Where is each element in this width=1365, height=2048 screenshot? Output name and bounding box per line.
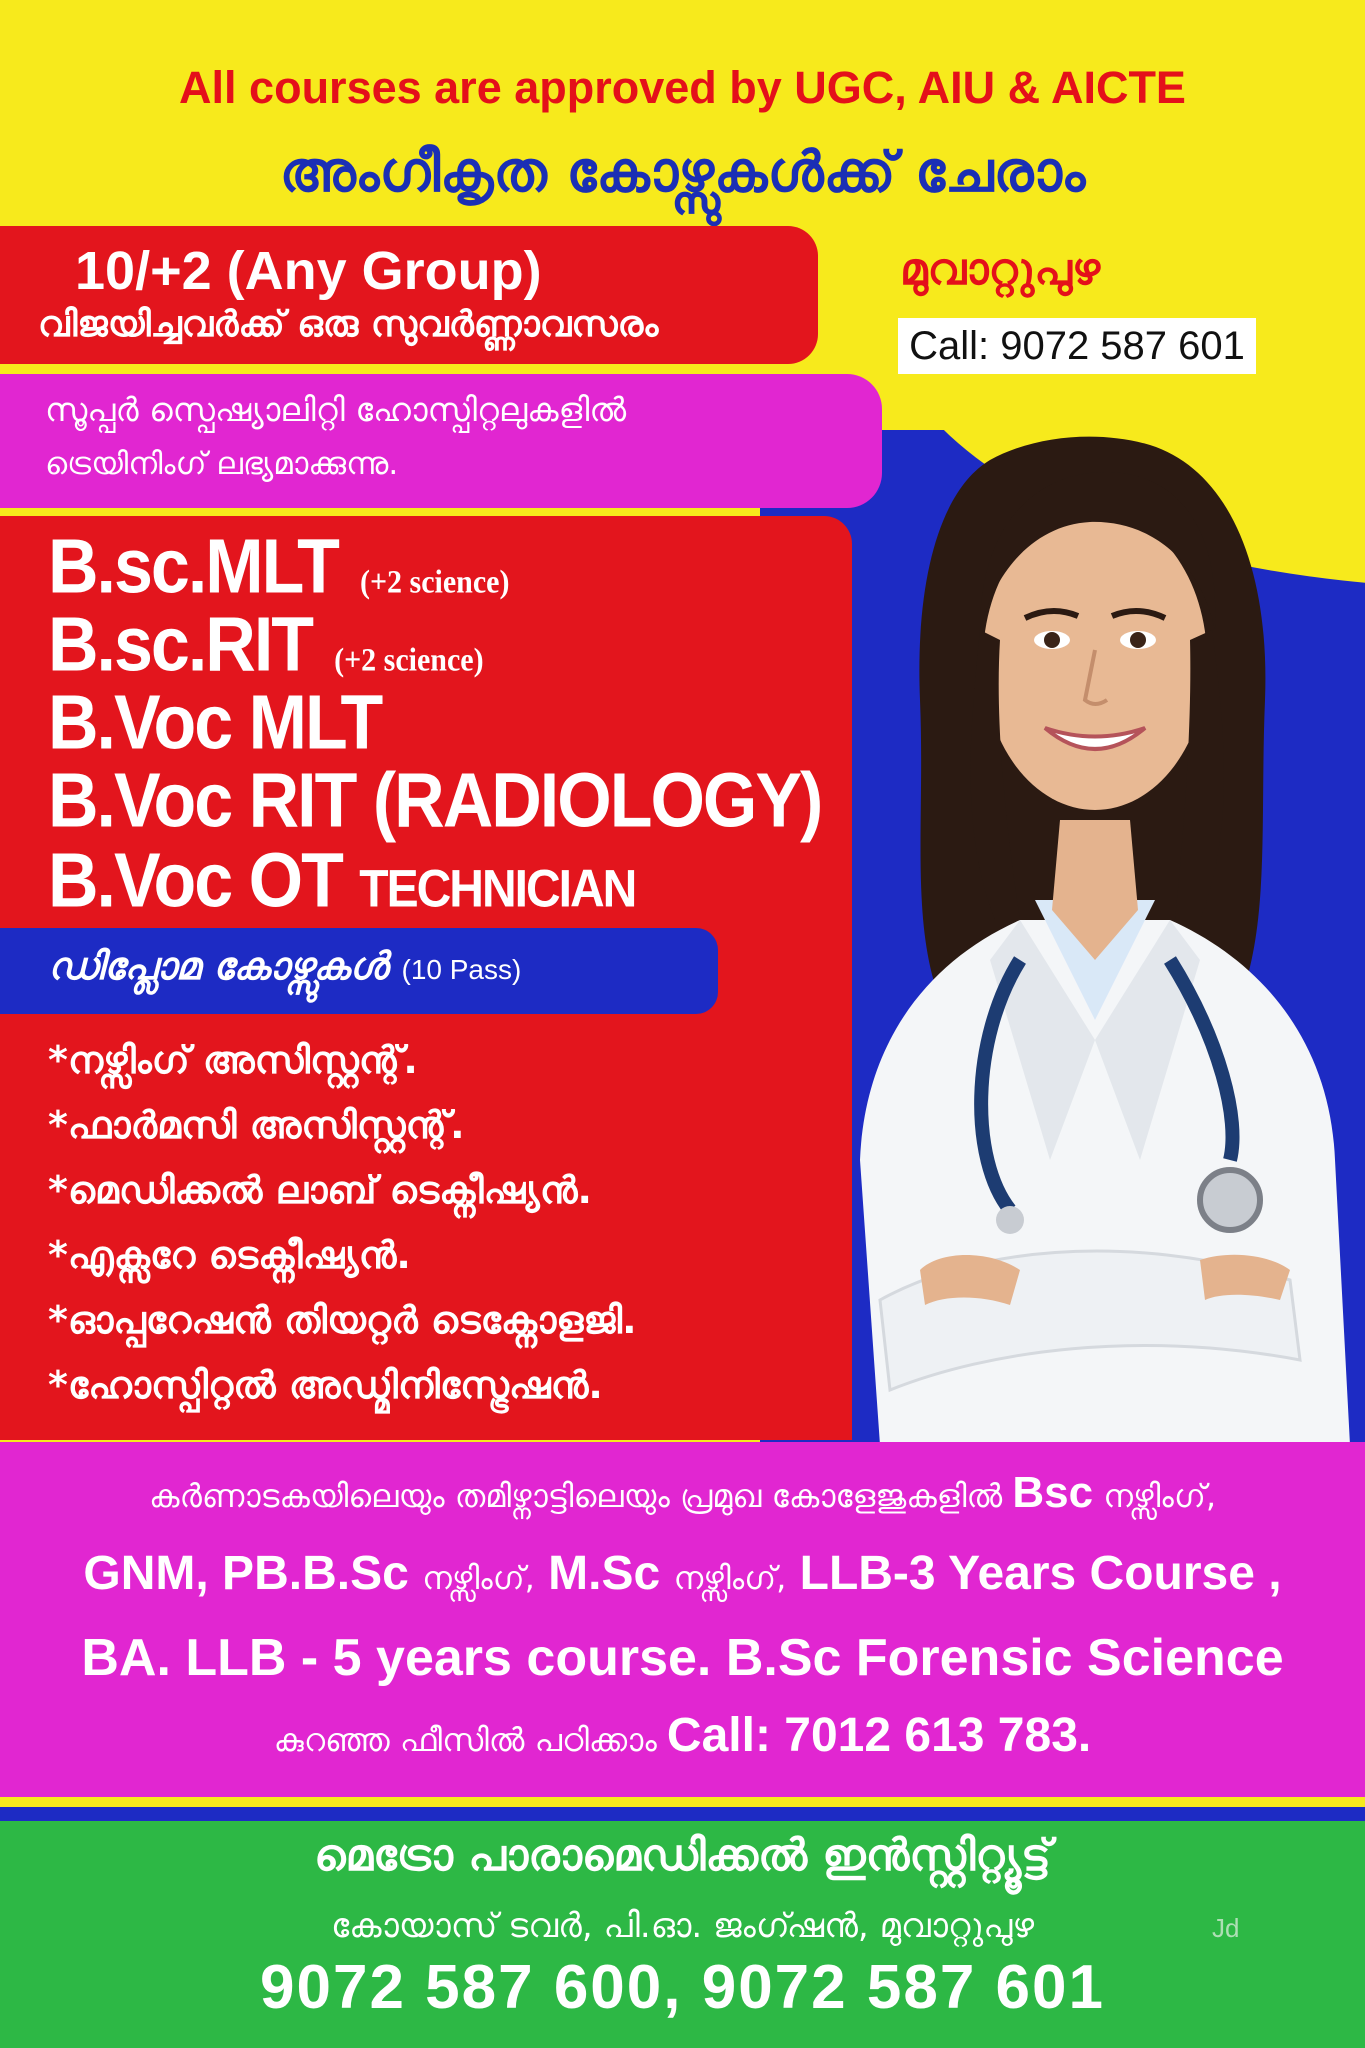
institute-address: കോയാസ് ടവർ, പി.ഓ. ജംഗ്ഷൻ, മുവാറ്റുപുഴ bbox=[330, 1906, 1035, 1946]
diploma-title: ഡിപ്ലോമ കോഴ്സുകൾ (10 Pass) bbox=[48, 944, 522, 988]
diploma-item: *നഴ്സിംഗ് അസിസ്റ്റന്റ്. bbox=[48, 1038, 418, 1082]
divider-stripe-blue bbox=[0, 1807, 1365, 1821]
training-line-1: സൂപ്പർ സ്പെഷ്യാലിറ്റി ഹോസ്പിറ്റലുകളിൽ bbox=[45, 390, 627, 429]
info-line-1: കർണാടകയിലെയും തമിഴ്നാട്ടിലെയും പ്രമുഖ കോളേജുകളിൽ Bsc നഴ്സിംഗ്, bbox=[148, 1468, 1217, 1517]
diploma-item: *ഫാർമസി അസിസ്റ്റന്റ്. bbox=[48, 1103, 465, 1147]
degree-bvoc-mlt: B.Voc MLT bbox=[48, 679, 382, 765]
eligibility-sub: വിജയിച്ചവർക്ക് ഒരു സുവർണ്ണാവസരം bbox=[38, 304, 659, 345]
degree-bvoc-ot: B.Voc OT TECHNICIAN bbox=[48, 837, 636, 923]
institute-name: മെട്രോ പാരാമെഡിക്കൽ ഇൻസ്റ്റിറ്റ്യൂട്ട് bbox=[314, 1830, 1051, 1881]
diploma-note: (10 Pass) bbox=[401, 954, 522, 985]
training-line-2: ട്രെയിനിംഗ് ലഭ്യമാക്കുന്നു. bbox=[45, 446, 399, 482]
location-text: മുവാറ്റുപുഴ bbox=[900, 244, 1101, 295]
watermark-logo: Jd bbox=[1212, 1913, 1240, 1943]
eligibility-main: 10/+2 (Any Group) bbox=[75, 241, 542, 301]
info-line-4: കുറഞ്ഞ ഫീസിൽ പഠിക്കാം Call: 7012 613 783. bbox=[273, 1709, 1092, 1762]
approval-headline: All courses are approved by UGC, AIU & AICTE bbox=[179, 62, 1186, 113]
divider-stripe-yellow bbox=[0, 1797, 1365, 1807]
degree-bsc-rit: B.sc.RIT (+2 science) bbox=[48, 601, 484, 687]
diploma-item: *മെഡിക്കൽ ലാബ് ടെക്നീഷ്യൻ. bbox=[48, 1168, 592, 1212]
call-number-top: Call: 9072 587 601 bbox=[898, 318, 1256, 374]
degree-bsc-rit-note: (+2 science) bbox=[334, 641, 484, 679]
footer-phone-numbers: 9072 587 600, 9072 587 601 bbox=[260, 1953, 1105, 2022]
info-line-3: BA. LLB - 5 years course. B.Sc Forensic Science bbox=[81, 1629, 1284, 1687]
diploma-item: *എക്സറേ ടെക്നീഷ്യൻ. bbox=[48, 1233, 411, 1277]
join-title: അംഗീകൃത കോഴ്സുകൾക്ക് ചേരാം bbox=[279, 140, 1086, 205]
diploma-item: *ഓപ്പറേഷൻ തിയറ്റർ ടെക്നോളജി. bbox=[48, 1298, 637, 1342]
info-line-2: GNM, PB.B.Sc നഴ്സിംഗ്, M.Sc നഴ്സിംഗ്, LLB-3 Years Course , bbox=[83, 1547, 1282, 1600]
degree-bsc-mlt-note: (+2 science) bbox=[359, 563, 510, 601]
doctor-illustration bbox=[820, 400, 1365, 1445]
diploma-item: *ഹോസ്പിറ്റൽ അഡ്മിനിസ്ട്രേഷൻ. bbox=[48, 1363, 603, 1407]
degree-bsc-mlt: B.sc.MLT (+2 science) bbox=[48, 523, 510, 609]
degree-bvoc-rit: B.Voc RIT (RADIOLOGY) bbox=[48, 757, 822, 843]
degree-bvoc-ot-suffix: TECHNICIAN bbox=[359, 860, 636, 919]
